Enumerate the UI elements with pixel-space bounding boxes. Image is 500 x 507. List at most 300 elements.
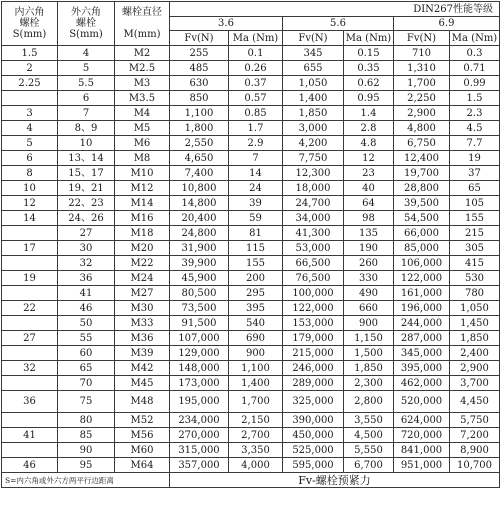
cell-fv-3-6: 315,000 (170, 443, 229, 458)
cell-s-outer: 5 (58, 61, 115, 76)
cell-fv-3-6: 485 (170, 61, 229, 76)
cell-bolt-size: M2 (115, 46, 170, 61)
cell-ma-3-6: 2.9 (229, 136, 283, 151)
cell-ma-6-9: 65 (450, 181, 500, 196)
cell-fv-3-6: 91,500 (170, 316, 229, 331)
cell-fv-6-9: 196,000 (394, 301, 450, 316)
table-row (2, 196, 500, 211)
cell-ma-5-6: 1,850 (344, 361, 394, 376)
cell-fv-3-6: 31,900 (170, 241, 229, 256)
cell-ma-5-6: 1,150 (344, 331, 394, 346)
cell-fv-3-6: 14,800 (170, 196, 229, 211)
table-row (2, 241, 500, 256)
cell-s-inner: 32 (2, 361, 58, 376)
cell-ma-6-9: 10,700 (450, 458, 500, 473)
cell-ma-5-6: 2,800 (344, 391, 394, 413)
cell-bolt-size: M52 (115, 413, 170, 428)
cell-fv-3-6: 20,400 (170, 211, 229, 226)
header-s-outer-line2: 螺栓 (76, 18, 96, 29)
cell-fv-5-6: 12,300 (283, 166, 344, 181)
cell-fv-6-9: 395,000 (394, 361, 450, 376)
cell-ma-6-9: 1.5 (450, 91, 500, 106)
table-row (2, 106, 500, 121)
table-row (2, 271, 500, 286)
cell-ma-5-6: 12 (344, 151, 394, 166)
cell-fv-5-6: 325,000 (283, 391, 344, 413)
cell-fv-3-6: 73,500 (170, 301, 229, 316)
table-row (2, 46, 500, 61)
table-row (2, 136, 500, 151)
cell-s-inner: 19 (2, 271, 58, 286)
cell-s-outer: 10 (58, 136, 115, 151)
cell-fv-5-6: 122,000 (283, 301, 344, 316)
cell-ma-3-6: 0.85 (229, 106, 283, 121)
cell-ma-3-6: 1,400 (229, 376, 283, 391)
grade-6-9: 6.9 (394, 17, 500, 31)
cell-ma-6-9: 305 (450, 241, 500, 256)
cell-ma-6-9: 2,900 (450, 361, 500, 376)
cell-s-outer: 65 (58, 361, 115, 376)
cell-fv-6-9: 345,000 (394, 346, 450, 361)
cell-ma-3-6: 7 (229, 151, 283, 166)
cell-fv-3-6: 107,000 (170, 331, 229, 346)
cell-s-inner (2, 286, 58, 301)
cell-ma-5-6: 2,300 (344, 376, 394, 391)
cell-fv-6-9: 720,000 (394, 428, 450, 443)
header-m-dia (115, 2, 170, 46)
cell-s-outer: 55 (58, 331, 115, 346)
cell-fv-5-6: 289,000 (283, 376, 344, 391)
cell-fv-6-9: 28,800 (394, 181, 450, 196)
cell-fv-3-6: 357,000 (170, 458, 229, 473)
cell-ma-3-6: 690 (229, 331, 283, 346)
cell-ma-5-6: 2.8 (344, 121, 394, 136)
cell-fv-5-6: 4,200 (283, 136, 344, 151)
cell-fv-3-6: 255 (170, 46, 229, 61)
cell-ma-3-6: 39 (229, 196, 283, 211)
cell-s-outer: 46 (58, 301, 115, 316)
cell-bolt-size: M12 (115, 181, 170, 196)
cell-s-inner: 3 (2, 106, 58, 121)
table-row (2, 458, 500, 473)
cell-bolt-size: M4 (115, 106, 170, 121)
cell-s-outer: 85 (58, 428, 115, 443)
table-row (2, 346, 500, 361)
cell-fv-6-9: 624,000 (394, 413, 450, 428)
cell-ma-3-6: 200 (229, 271, 283, 286)
cell-s-inner: 46 (2, 458, 58, 473)
cell-s-inner (2, 413, 58, 428)
grade-5-6: 5.6 (283, 17, 394, 31)
header-s-inner-line2: 螺栓 (19, 18, 40, 29)
cell-s-outer: 41 (58, 286, 115, 301)
cell-fv-5-6: 1,050 (283, 76, 344, 91)
cell-ma-6-9: 1,850 (450, 331, 500, 346)
cell-bolt-size: M22 (115, 256, 170, 271)
cell-ma-3-6: 2,150 (229, 413, 283, 428)
cell-bolt-size: M30 (115, 301, 170, 316)
header-s-inner (2, 2, 58, 46)
cell-s-inner: 4 (2, 121, 58, 136)
cell-s-outer: 50 (58, 316, 115, 331)
cell-fv-3-6: 173,000 (170, 376, 229, 391)
cell-bolt-size: M2.5 (115, 61, 170, 76)
cell-ma-3-6: 115 (229, 241, 283, 256)
cell-s-inner: 10 (2, 181, 58, 196)
cell-ma-3-6: 24 (229, 181, 283, 196)
header-m-dia-line1: 螺栓直径 (122, 7, 162, 18)
cell-fv-5-6: 525,000 (283, 443, 344, 458)
cell-bolt-size: M18 (115, 226, 170, 241)
cell-ma-6-9: 530 (450, 271, 500, 286)
cell-fv-6-9: 106,000 (394, 256, 450, 271)
col-fv-3-6: Fv(N) (170, 31, 229, 46)
cell-ma-6-9: 1,050 (450, 301, 500, 316)
cell-fv-3-6: 80,500 (170, 286, 229, 301)
cell-s-inner (2, 376, 58, 391)
cell-ma-5-6: 0.95 (344, 91, 394, 106)
cell-bolt-size: M64 (115, 458, 170, 473)
cell-fv-5-6: 153,000 (283, 316, 344, 331)
table-row (2, 428, 500, 443)
cell-fv-6-9: 6,750 (394, 136, 450, 151)
cell-ma-3-6: 1,700 (229, 391, 283, 413)
cell-ma-5-6: 0.62 (344, 76, 394, 91)
cell-fv-5-6: 215,000 (283, 346, 344, 361)
cell-fv-3-6: 234,000 (170, 413, 229, 428)
cell-ma-3-6: 155 (229, 256, 283, 271)
header-s-outer-line1: 外六角 (71, 7, 101, 18)
cell-fv-3-6: 24,800 (170, 226, 229, 241)
cell-bolt-size: M14 (115, 196, 170, 211)
cell-bolt-size: M27 (115, 286, 170, 301)
cell-fv-5-6: 53,000 (283, 241, 344, 256)
cell-fv-3-6: 4,650 (170, 151, 229, 166)
cell-fv-6-9: 54,500 (394, 211, 450, 226)
cell-bolt-size: M3 (115, 76, 170, 91)
cell-fv-6-9: 122,000 (394, 271, 450, 286)
cell-ma-6-9: 0.99 (450, 76, 500, 91)
cell-fv-5-6: 246,000 (283, 361, 344, 376)
cell-fv-5-6: 66,500 (283, 256, 344, 271)
cell-fv-5-6: 450,000 (283, 428, 344, 443)
table-row (2, 443, 500, 458)
cell-s-outer: 6 (58, 91, 115, 106)
cell-fv-3-6: 630 (170, 76, 229, 91)
cell-ma-5-6: 6,700 (344, 458, 394, 473)
cell-fv-5-6: 18,000 (283, 181, 344, 196)
table-row (2, 286, 500, 301)
bolt-preload-table (1, 1, 500, 488)
cell-bolt-size: M56 (115, 428, 170, 443)
cell-s-outer: 60 (58, 346, 115, 361)
cell-ma-6-9: 37 (450, 166, 500, 181)
cell-s-outer: 90 (58, 443, 115, 458)
cell-fv-6-9: 462,000 (394, 376, 450, 391)
cell-fv-5-6: 41,300 (283, 226, 344, 241)
cell-fv-5-6: 1,850 (283, 106, 344, 121)
cell-fv-6-9: 1,700 (394, 76, 450, 91)
cell-ma-3-6: 81 (229, 226, 283, 241)
col-fv-6-9: Fv(N) (394, 31, 450, 46)
cell-fv-6-9: 4,800 (394, 121, 450, 136)
cell-ma-3-6: 1,100 (229, 361, 283, 376)
cell-fv-6-9: 2,900 (394, 106, 450, 121)
cell-s-inner: 17 (2, 241, 58, 256)
cell-s-outer: 13、14 (58, 151, 115, 166)
cell-fv-3-6: 195,000 (170, 391, 229, 413)
cell-s-inner (2, 256, 58, 271)
cell-fv-5-6: 179,000 (283, 331, 344, 346)
cell-s-outer: 19、21 (58, 181, 115, 196)
cell-bolt-size: M8 (115, 151, 170, 166)
cell-ma-5-6: 490 (344, 286, 394, 301)
cell-fv-5-6: 34,000 (283, 211, 344, 226)
cell-ma-5-6: 0.15 (344, 46, 394, 61)
cell-ma-6-9: 4,450 (450, 391, 500, 413)
cell-ma-6-9: 0.71 (450, 61, 500, 76)
cell-fv-3-6: 270,000 (170, 428, 229, 443)
cell-ma-6-9: 415 (450, 256, 500, 271)
cell-bolt-size: M6 (115, 136, 170, 151)
table-row (2, 301, 500, 316)
table-row (2, 376, 500, 391)
cell-fv-5-6: 24,700 (283, 196, 344, 211)
cell-s-outer: 32 (58, 256, 115, 271)
cell-ma-5-6: 98 (344, 211, 394, 226)
table-row (2, 121, 500, 136)
cell-fv-5-6: 390,000 (283, 413, 344, 428)
cell-ma-6-9: 215 (450, 226, 500, 241)
cell-ma-3-6: 0.26 (229, 61, 283, 76)
cell-s-inner: 2 (2, 61, 58, 76)
cell-ma-6-9: 7.7 (450, 136, 500, 151)
cell-ma-5-6: 1.4 (344, 106, 394, 121)
cell-fv-3-6: 1,100 (170, 106, 229, 121)
table-row (2, 76, 500, 91)
col-ma-5-6: Ma (Nm) (344, 31, 394, 46)
cell-fv-6-9: 244,000 (394, 316, 450, 331)
cell-ma-6-9: 5,750 (450, 413, 500, 428)
cell-s-outer: 27 (58, 226, 115, 241)
cell-s-inner (2, 443, 58, 458)
cell-fv-5-6: 100,000 (283, 286, 344, 301)
cell-fv-6-9: 39,500 (394, 196, 450, 211)
table-row (2, 151, 500, 166)
cell-bolt-size: M24 (115, 271, 170, 286)
cell-s-outer: 30 (58, 241, 115, 256)
cell-ma-5-6: 0.35 (344, 61, 394, 76)
table-row (2, 331, 500, 346)
cell-bolt-size: M39 (115, 346, 170, 361)
cell-ma-3-6: 900 (229, 346, 283, 361)
cell-ma-5-6: 4.8 (344, 136, 394, 151)
table-row (2, 256, 500, 271)
grade-3-6: 3.6 (170, 17, 283, 31)
cell-ma-5-6: 900 (344, 316, 394, 331)
cell-ma-5-6: 330 (344, 271, 394, 286)
table-row (2, 413, 500, 428)
cell-ma-3-6: 295 (229, 286, 283, 301)
cell-fv-6-9: 161,000 (394, 286, 450, 301)
cell-s-inner: 14 (2, 211, 58, 226)
cell-ma-6-9: 8,900 (450, 443, 500, 458)
cell-ma-6-9: 105 (450, 196, 500, 211)
cell-fv-6-9: 12,400 (394, 151, 450, 166)
cell-bolt-size: M48 (115, 391, 170, 413)
cell-ma-3-6: 0.1 (229, 46, 283, 61)
cell-fv-6-9: 19,700 (394, 166, 450, 181)
cell-ma-6-9: 3,700 (450, 376, 500, 391)
table-row (2, 91, 500, 106)
cell-fv-3-6: 129,000 (170, 346, 229, 361)
cell-fv-3-6: 39,900 (170, 256, 229, 271)
cell-fv-3-6: 1,800 (170, 121, 229, 136)
cell-ma-5-6: 190 (344, 241, 394, 256)
cell-ma-6-9: 0.3 (450, 46, 500, 61)
cell-fv-3-6: 7,400 (170, 166, 229, 181)
cell-s-inner (2, 226, 58, 241)
cell-s-inner (2, 91, 58, 106)
header-s-outer-line3: S(mm) (69, 29, 103, 40)
cell-s-outer: 4 (58, 46, 115, 61)
cell-bolt-size: M3.5 (115, 91, 170, 106)
cell-fv-6-9: 66,000 (394, 226, 450, 241)
col-ma-6-9: Ma (Nm) (450, 31, 500, 46)
cell-bolt-size: M20 (115, 241, 170, 256)
cell-bolt-size: M5 (115, 121, 170, 136)
cell-fv-6-9: 2,250 (394, 91, 450, 106)
cell-fv-6-9: 710 (394, 46, 450, 61)
cell-fv-6-9: 287,000 (394, 331, 450, 346)
cell-ma-5-6: 260 (344, 256, 394, 271)
cell-fv-3-6: 2,550 (170, 136, 229, 151)
cell-fv-5-6: 76,500 (283, 271, 344, 286)
cell-ma-5-6: 135 (344, 226, 394, 241)
table-row (2, 166, 500, 181)
header-m-dia-line2 (115, 18, 169, 29)
cell-s-outer: 24、26 (58, 211, 115, 226)
table-body (2, 46, 500, 473)
cell-ma-3-6: 4,000 (229, 458, 283, 473)
cell-fv-6-9: 520,000 (394, 391, 450, 413)
cell-fv-5-6: 345 (283, 46, 344, 61)
header-s-outer (58, 2, 115, 46)
cell-ma-6-9: 2,400 (450, 346, 500, 361)
table-row (2, 361, 500, 376)
cell-fv-5-6: 1,400 (283, 91, 344, 106)
cell-fv-5-6: 595,000 (283, 458, 344, 473)
cell-bolt-size: M10 (115, 166, 170, 181)
grade-title: DIN267性能等级 (170, 2, 500, 17)
cell-ma-3-6: 395 (229, 301, 283, 316)
cell-fv-6-9: 1,310 (394, 61, 450, 76)
cell-ma-5-6: 3,550 (344, 413, 394, 428)
cell-s-inner: 22 (2, 301, 58, 316)
table-row (2, 391, 500, 413)
cell-fv-5-6: 3,000 (283, 121, 344, 136)
table-row (2, 226, 500, 241)
cell-s-outer: 5.5 (58, 76, 115, 91)
cell-fv-3-6: 850 (170, 91, 229, 106)
header-s-inner-line3: S(mm) (12, 29, 47, 40)
cell-fv-5-6: 655 (283, 61, 344, 76)
table-row (2, 316, 500, 331)
cell-ma-6-9: 1,450 (450, 316, 500, 331)
table-row (2, 61, 500, 76)
footer-caption: Fv-螺栓预紧力 (170, 473, 500, 488)
cell-bolt-size: M42 (115, 361, 170, 376)
cell-fv-3-6: 45,900 (170, 271, 229, 286)
cell-ma-3-6: 540 (229, 316, 283, 331)
cell-s-inner: 6 (2, 151, 58, 166)
cell-fv-6-9: 85,000 (394, 241, 450, 256)
cell-ma-6-9: 780 (450, 286, 500, 301)
col-fv-5-6: Fv(N) (283, 31, 344, 46)
cell-s-inner: 5 (2, 136, 58, 151)
cell-s-inner: 1.5 (2, 46, 58, 61)
cell-ma-6-9: 7,200 (450, 428, 500, 443)
cell-ma-6-9: 155 (450, 211, 500, 226)
cell-bolt-size: M36 (115, 331, 170, 346)
cell-s-outer: 7 (58, 106, 115, 121)
cell-ma-5-6: 5,550 (344, 443, 394, 458)
cell-bolt-size: M60 (115, 443, 170, 458)
cell-s-outer: 36 (58, 271, 115, 286)
cell-s-inner: 27 (2, 331, 58, 346)
cell-ma-3-6: 1.7 (229, 121, 283, 136)
cell-s-inner: 36 (2, 391, 58, 413)
cell-fv-3-6: 10,800 (170, 181, 229, 196)
col-ma-3-6: Ma (Nm) (229, 31, 283, 46)
table-row (2, 181, 500, 196)
table-row (2, 211, 500, 226)
header-s-inner-line1: 内六角 (14, 7, 45, 18)
cell-fv-3-6: 148,000 (170, 361, 229, 376)
cell-s-inner: 12 (2, 196, 58, 211)
cell-ma-5-6: 64 (344, 196, 394, 211)
cell-ma-5-6: 1,500 (344, 346, 394, 361)
cell-bolt-size: M45 (115, 376, 170, 391)
cell-s-inner: 41 (2, 428, 58, 443)
cell-s-inner: 8 (2, 166, 58, 181)
cell-s-outer: 80 (58, 413, 115, 428)
cell-ma-5-6: 660 (344, 301, 394, 316)
cell-fv-5-6: 7,750 (283, 151, 344, 166)
cell-bolt-size: M33 (115, 316, 170, 331)
cell-ma-3-6: 0.37 (229, 76, 283, 91)
cell-ma-3-6: 3,350 (229, 443, 283, 458)
cell-ma-6-9: 19 (450, 151, 500, 166)
cell-bolt-size: M16 (115, 211, 170, 226)
cell-ma-3-6: 0.57 (229, 91, 283, 106)
cell-ma-5-6: 23 (344, 166, 394, 181)
cell-ma-5-6: 40 (344, 181, 394, 196)
cell-ma-3-6: 2,700 (229, 428, 283, 443)
cell-fv-6-9: 841,000 (394, 443, 450, 458)
cell-s-outer: 75 (58, 391, 115, 413)
cell-fv-6-9: 951,000 (394, 458, 450, 473)
cell-ma-6-9: 4.5 (450, 121, 500, 136)
cell-s-outer: 15、17 (58, 166, 115, 181)
header-m-dia-line3: M(mm) (123, 29, 161, 40)
cell-s-outer: 70 (58, 376, 115, 391)
cell-s-outer: 95 (58, 458, 115, 473)
cell-ma-3-6: 59 (229, 211, 283, 226)
footnote: S=内六角或外六方两平行边距离 (2, 473, 170, 488)
cell-ma-3-6: 14 (229, 166, 283, 181)
cell-ma-6-9: 2.3 (450, 106, 500, 121)
